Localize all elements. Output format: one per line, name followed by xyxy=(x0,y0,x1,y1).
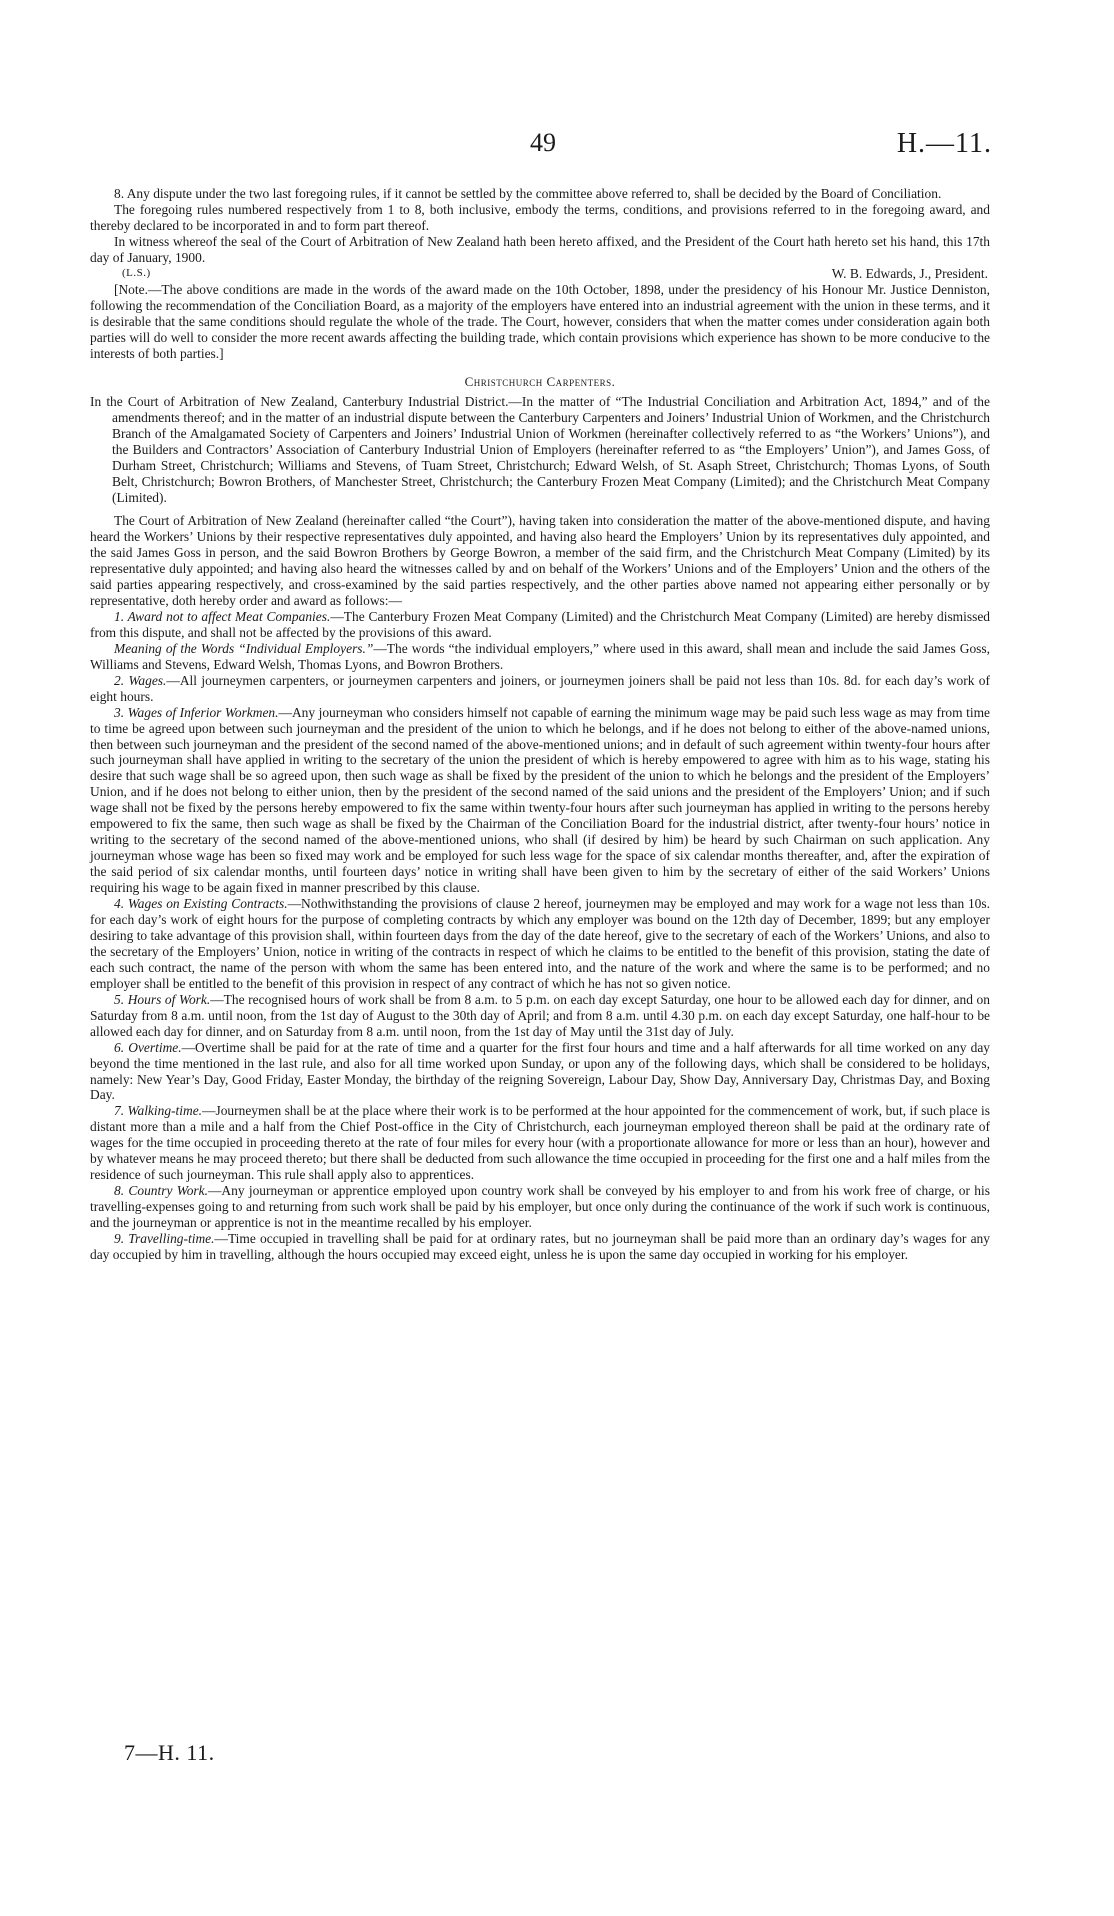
embody-paragraph: The foregoing rules numbered respectively from 1 to 8, both inclusive, embody the terms, conditions, and provisions referred to in the foregoing award, and thereby declared to be incorporated in and to form part thereof. xyxy=(90,201,990,233)
clause-paragraph xyxy=(90,609,990,641)
clause-text: —Any journeyman who considers himself not capable of earning the minimum wage may be paid such less wage as may from time to time be agreed upon between such journeyman and the president of the union to which he belongs, and if he does not belong to either of the above-named unions, then between such journeyman and the president of the second named of the above-mentioned unions; and in default of such agreement within twenty-four hours after such journeyman shall have applied in writing to the secretary of the union the president of which is hereby empowered to agree with him as to his wage, stating his desire that such wage shall be so agreed upon, then such wage as shall be fixed by the president of the union to which he belongs and the president of the Employers’ Union, and if he does not belong to either union, then by the president of the second named of the said unions and the president of the Employers’ Union; and if such wage shall not be fixed by the persons hereby empowered to fix the same within twenty-four hours after such journeyman has applied in writing to the persons hereby empowered to fix the same, then such wage as shall be fixed by the Chairman of the Conciliation Board for the industrial district, after twenty-four hours’ notice in writing to the secretary of the second named of the above-mentioned unions, who shall (if desired by him) be heard by such Chairman on such application. Any journeyman whose wage has been so fixed may work and be employed for such less wage for the space of six calendar months thereafter, and, after the expiration of the said period of six calendar months, until fourteen days’ notice in writing shall have been given to him by the secretary of either of the said Workers’ Unions requiring his wage to be again fixed in manner prescribed by this clause. xyxy=(90,704,990,896)
clause-text: —Journeymen shall be at the place where their work is to be performed at the hour appointed for the commencement of work, but, if such place is distant more than a mile and a half from the Chief Post-office in the City of Christchurch, each journeyman employed thereon shall be paid at the ordinary rate of wages for the time occupied in proceeding thereto at the rate of four miles for every hour (with a proportionate allowance for more or less than an hour), however and by whatever means he may proceed thereto; but there shall be deducted from such allowance the time occupied in proceeding for the first one and a half miles from the residence of such journeyman. This rule shall apply also to apprentices. xyxy=(90,1103,991,1183)
section-title: Christchurch Carpenters. xyxy=(464,373,616,389)
page-header xyxy=(0,128,1114,168)
clause-text: —All journeymen carpenters, or journeymen carpenters and joiners, or journeymen joiners shall be paid not less than 10s. 8d. for each day’s work of eight hours. xyxy=(90,672,990,704)
signature-line xyxy=(90,266,990,282)
clause-heading: 1. Award not to affect Meat Companies. xyxy=(114,608,331,624)
clause-heading: 7. Walking-time. xyxy=(114,1103,203,1119)
note-paragraph: [Note.—The above conditions are made in the words of the award made on the 10th October, 1898, under the presidency of his Honour Mr. Justice Denniston, following the recommendation of the Conciliation Board, as a majority of the employers have entered into an industrial agreement with the union in these terms, and it is desirable that the same conditions should regulate the whole of the trade. The Court, however, considers that when the matter comes under consideration again both parties will do well to consider the more recent awards affecting the building trade, which contain provisions which experience has shown to be more conducive to the interests of both parties.] xyxy=(90,281,990,361)
clause-paragraph xyxy=(90,705,990,896)
clause-paragraph xyxy=(90,641,990,673)
clause-text: —The words “the individual employers,” where used in this award, shall mean and include the said James Goss, Williams and Stevens, Edward Welsh, Thomas Lyons, and Bowron Brothers. xyxy=(90,640,990,672)
clause-text: —Nothwithstanding the provisions of clause 2 hereof, journeymen may be employed and may work for a wage not less than 10s. for each day’s work of eight hours for the purpose of completing contracts by which any employer was bound on the 12th day of December, 1899; but any employer desiring to take advantage of this provision shall, within fourteen days from the day of the date hereof, give to the secretary of each of the Workers’ Unions, and also to the secretary of the Employers’ Union, notice in writing of the contracts in respect of which he claims to be entitled to the benefit of this provision, stating the date of each such contract, the name of the person with whom the same has been entered into, and the nature of the work and where the same is to be performed; and no employer shall be entitled to the benefit of this provision in respect of any contract of which he has not so given notice. xyxy=(90,896,990,991)
clause-heading: 8. Country Work. xyxy=(114,1183,208,1199)
clause-heading: 2. Wages. xyxy=(114,672,167,688)
clause-text: —Time occupied in travelling shall be paid for at ordinary rates, but no journeyman shall be paid more than an ordinary day’s wages for any day occupied by him in travelling, although the hours occupied may exceed eight, unless he is upon the same day occupied in working for his employer. xyxy=(90,1231,990,1262)
clause-paragraph xyxy=(90,1183,990,1231)
rule-8-paragraph: 8. Any dispute under the two last foregoing rules, if it cannot be settled by the committee above referred to, shall be decided by the Board of Conciliation. xyxy=(114,186,942,201)
signature-mark: 7—H. 11. xyxy=(124,1740,215,1765)
report-reference: H.—11. xyxy=(896,128,992,159)
witness-paragraph: In witness whereof the seal of the Court of Arbitration of New Zealand hath been hereto affixed, and the President of the Court hath hereto set his hand, this 17th day of January, 1900. xyxy=(90,233,990,265)
clause-heading: 9. Travelling-time. xyxy=(114,1231,215,1247)
page-number: 49 xyxy=(530,128,556,157)
clause-text: —The Canterbury Frozen Meat Company (Limited) and the Christchurch Meat Company (Limited) are hereby dismissed from this dispute, and shall not be affected by the provisions of this award. xyxy=(90,608,990,640)
clause-heading: 6. Overtime. xyxy=(114,1039,182,1055)
clause-paragraph xyxy=(90,1103,990,1183)
clause-heading: 3. Wages of Inferior Workmen. xyxy=(114,704,279,720)
clause-paragraph xyxy=(90,992,990,1040)
seal-mark: (L.S.) xyxy=(122,266,151,279)
clause-heading: 5. Hours of Work. xyxy=(114,991,211,1007)
clause-text: —Any journeyman or apprentice employed upon country work shall be conveyed by his employer to and from his work free of charge, or his travelling-expenses going to and returning from such work shall be paid by his employer, but once only during the continuance of the work if such work is continuous, and the journeyman or apprentice is not in the meantime recalled by his employer. xyxy=(90,1183,990,1231)
clause-heading: Meaning of the Words “Individual Employers.” xyxy=(114,640,374,656)
clause-text: —The recognised hours of work shall be from 8 a.m. to 5 p.m. on each day except Saturday, one hour to be allowed each day for dinner, and on Saturday from 8 a.m. until noon, from the 1st day of August to the 30th day of April; and from 8 a.m. until 4.30 p.m. on each day except Saturday, one half-hour to be allowed each day for dinner, and on Saturday from 8 a.m. until noon, from the 1st day of May until the 31st day of July. xyxy=(90,991,990,1039)
clause-heading: 4. Wages on Existing Contracts. xyxy=(114,896,288,912)
president-signature: W. B. Edwards, J., President. xyxy=(831,265,988,281)
intro-paragraph: The Court of Arbitration of New Zealand (hereinafter called “the Court”), having taken into consideration the matter of the above-mentioned dispute, and having heard the Workers’ Unions by their respective representatives duly appointed, and having also heard the Employers’ Union by its representatives duly appointed, and the said James Goss in person, and the said Bowron Brothers by George Bowron, a member of the said firm, and the Christchurch Meat Company (Limited) by its representative duly appointed; and having also heard the witnesses called by and on behalf of the Workers’ Unions and of the Employers’ Union and the others of the said parties appearing respectively, and cross-examined by the said parties respectively, and the other parties above named not appearing either personally or by representative, doth hereby order and award as follows:— xyxy=(90,513,990,608)
clause-paragraph xyxy=(90,1231,990,1263)
preamble-paragraph: In the Court of Arbitration of New Zealand, Canterbury Industrial District.—In the matter of “The Industrial Conciliation and Arbitration Act, 1894,” and of the amendments thereof; and in the matter of an industrial dispute between the Canterbury Carpenters and Joiners’ Industrial Union of Workmen, and the Christchurch Branch of the Amalgamated Society of Carpenters and Joiners’ Industrial Union of Workmen (hereinafter collectively referred to as “the Workers’ Unions”), and the Builders and Contractors’ Association of Canterbury Industrial Union of Employers (hereinafter referred to as “the Employers’ Union”), and James Goss, of Durham Street, Christchurch; Williams and Stevens, of Tuam Street, Christchurch; Edward Welsh, of St. Asaph Street, Christchurch; Thomas Lyons, of South Belt, Christchurch; Bowron Brothers, of Manchester Street, Christchurch; the Canterbury Frozen Meat Company (Limited); and the Christchurch Meat Company (Limited). xyxy=(90,394,990,506)
clause-paragraph xyxy=(90,896,990,992)
clause-text: —Overtime shall be paid for at the rate of time and a quarter for the first four hours and time and a half afterwards for all time worked on any day beyond the time mentioned in the last rule, and also for all time worked upon Sunday, or upon any of the following days, which shall be considered to be holidays, namely: New Year’s Day, Good Friday, Easter Monday, the birthday of the reigning Sovereign, Labour Day, Show Day, Anniversary Day, Christmas Day, and Boxing Day. xyxy=(90,1039,990,1103)
clause-paragraph xyxy=(90,1040,990,1104)
clause-paragraph xyxy=(90,673,990,705)
page-body xyxy=(90,186,990,1263)
